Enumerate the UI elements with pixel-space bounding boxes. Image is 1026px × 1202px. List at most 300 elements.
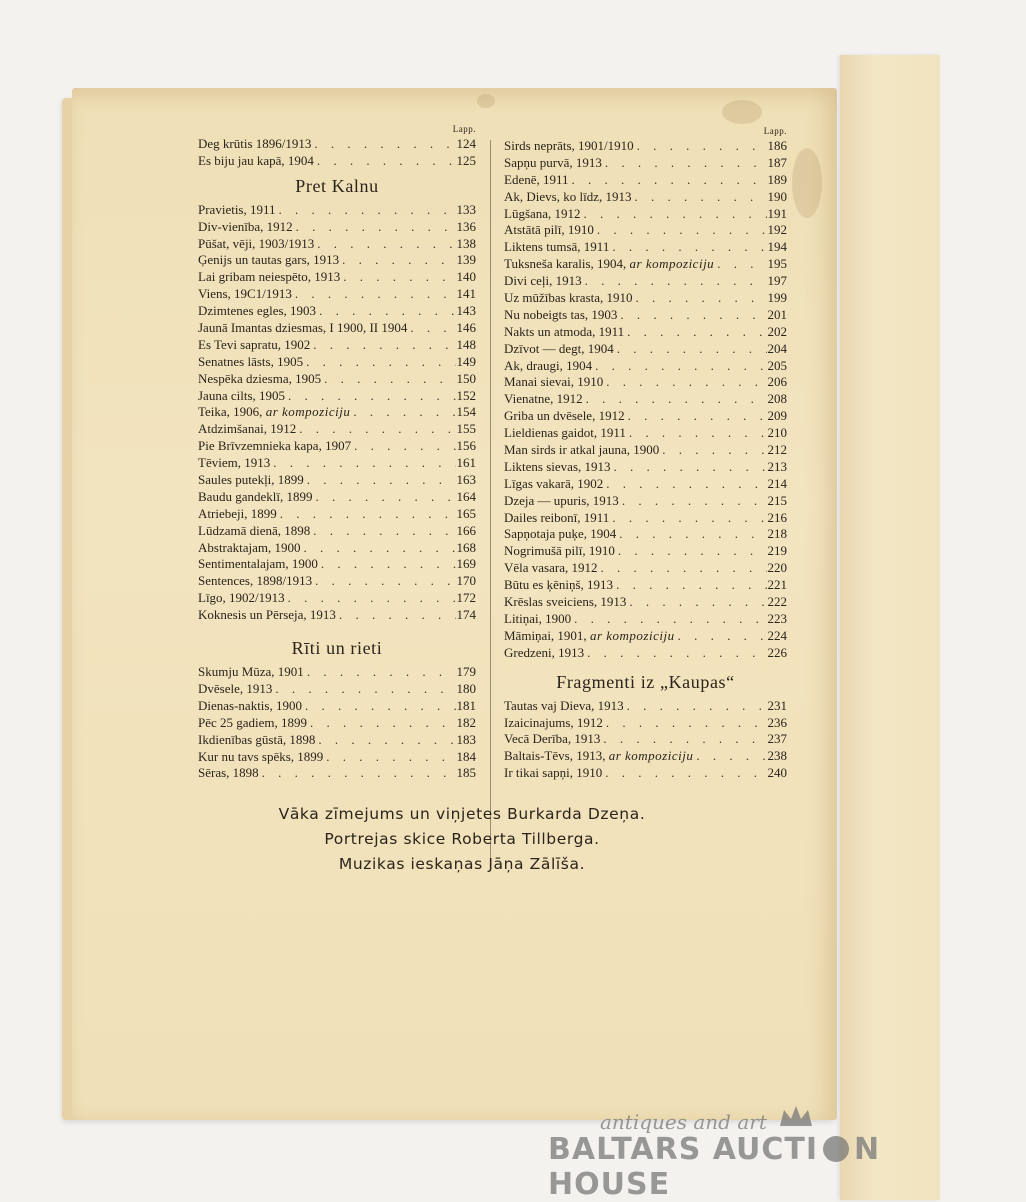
entry-page-number: 191 [767, 205, 787, 221]
dot-leader [307, 715, 456, 731]
toc-entry [504, 273, 787, 290]
toc-entry [198, 202, 476, 219]
toc-entry [504, 748, 787, 765]
dot-leader [631, 189, 767, 205]
entry-title-text: Griba un dvēsele, 1912 [504, 408, 625, 424]
entry-title [504, 425, 626, 441]
entry-page-number: 215 [767, 492, 787, 508]
entry-title [504, 698, 624, 714]
entry-page-number: 161 [456, 455, 476, 471]
entry-title-text: Māmiņai, 1901, [504, 627, 587, 643]
dot-leader [259, 765, 456, 781]
entry-page-number: 183 [456, 731, 476, 747]
toc-entry [198, 540, 476, 557]
toc-entry [504, 765, 787, 782]
entry-title [198, 715, 307, 731]
toc-entry [198, 732, 476, 749]
entry-title [504, 222, 594, 238]
toc-entry [504, 425, 787, 442]
dot-leader [600, 731, 767, 747]
entry-title [504, 374, 603, 390]
entry-title-text: Man sirds ir atkal jauna, 1900 [504, 442, 660, 458]
dot-leader [624, 324, 767, 340]
dot-leader [310, 523, 456, 539]
entry-title-text: Liktens sievas, 1913 [504, 458, 611, 474]
dot-leader [285, 590, 456, 606]
entry-title [504, 206, 581, 222]
dot-leader [609, 239, 767, 255]
dot-leader [603, 476, 767, 492]
entry-title-text: Atriebeji, 1899 [198, 505, 277, 521]
dot-leader [316, 303, 456, 319]
entry-title [504, 510, 609, 526]
entry-page-number: 197 [767, 273, 787, 289]
entry-title [198, 556, 318, 572]
entry-title [198, 765, 259, 781]
dot-leader [571, 611, 767, 627]
entry-page-number: 216 [767, 509, 787, 525]
entry-page-number: 240 [767, 765, 787, 781]
entry-title [504, 526, 616, 542]
toc-entry [198, 136, 476, 153]
entry-title-text: Jaunā Imantas dziesmas, I 1900, II 1904 [198, 320, 408, 336]
entry-page-number: 219 [767, 543, 787, 559]
toc-entry [198, 489, 476, 506]
toc-entry [198, 573, 476, 590]
entry-title [198, 153, 314, 169]
page-number-header: Lapp. [763, 126, 787, 136]
toc-entry [504, 493, 787, 510]
dot-leader [304, 472, 456, 488]
toc-entry [198, 749, 476, 766]
toc-entry [504, 715, 787, 732]
toc-entry [198, 236, 476, 253]
toc-right-column [504, 126, 787, 782]
toc-entry [504, 560, 787, 577]
entry-title [198, 388, 285, 404]
entry-page-number: 238 [767, 748, 787, 764]
entry-title-text: Sapņu purvā, 1913 [504, 154, 602, 170]
entry-page-number: 166 [456, 522, 476, 538]
entry-title [504, 560, 598, 576]
dot-leader [272, 681, 456, 697]
entry-title-text: Tēviem, 1913 [198, 455, 271, 471]
dot-leader [659, 442, 767, 458]
entry-title [198, 506, 277, 522]
dot-leader [292, 286, 456, 302]
entry-page-number: 214 [767, 475, 787, 491]
section-title: Fragmenti iz „Kaupas“ [556, 671, 735, 692]
entry-page-number: 192 [767, 222, 787, 238]
entry-title [198, 732, 315, 748]
entry-title-text: Ak, draugi, 1904 [504, 357, 593, 373]
left-top-entries [198, 136, 476, 170]
watermark-brand-part: N HOUSE [548, 1132, 881, 1202]
entry-title-text: Ikdienības gūstā, 1898 [198, 731, 316, 747]
entry-page-number: 174 [456, 607, 476, 623]
entry-title [198, 236, 314, 252]
entry-title-text: Saules putekļi, 1899 [198, 472, 304, 488]
entry-title-text: Divi ceļi, 1913 [504, 273, 582, 289]
dot-leader [633, 290, 767, 306]
entry-title-text: Ir tikai sapņi, 1910 [504, 765, 603, 781]
toc-entry [504, 189, 787, 206]
entry-page-number: 163 [456, 472, 476, 488]
toc-entry [504, 222, 787, 239]
entry-title [504, 611, 571, 627]
toc-entry [504, 391, 787, 408]
entry-title [504, 493, 619, 509]
entry-title [198, 573, 312, 589]
entry-page-number: 185 [456, 765, 476, 781]
entry-page-number: 199 [767, 290, 787, 306]
toc-entry [504, 290, 787, 307]
paper-stain [477, 94, 495, 108]
entry-page-number: 231 [767, 697, 787, 713]
entry-title [504, 290, 633, 306]
toc-entry [198, 303, 476, 320]
entry-title [504, 731, 600, 747]
entry-page-number: 138 [456, 235, 476, 251]
entry-page-number: 165 [456, 505, 476, 521]
entry-title-text: Liktens tumsā, 1911 [504, 239, 610, 255]
entry-title [504, 307, 617, 323]
entry-page-number: 181 [456, 697, 476, 713]
entry-page-number: 222 [767, 594, 787, 610]
entry-title [198, 404, 350, 420]
entry-title [198, 269, 340, 285]
entry-page-number: 172 [456, 590, 476, 606]
dot-leader [302, 698, 456, 714]
dot-leader [339, 252, 456, 268]
entry-title-text: Ģenijs un tautas gars, 1913 [198, 252, 340, 268]
dot-leader [312, 489, 456, 505]
entry-title [198, 749, 323, 765]
book-spine [840, 55, 940, 1200]
entry-title [198, 472, 304, 488]
entry-page-number: 226 [767, 644, 787, 660]
toc-entry [198, 337, 476, 354]
dot-leader [603, 715, 767, 731]
toc-entry [504, 442, 787, 459]
entry-page-number: 209 [767, 408, 787, 424]
entry-title-text: Pēc 25 gadiem, 1899 [198, 714, 308, 730]
entry-page-number: 186 [767, 138, 787, 153]
entry-page-number: 195 [767, 256, 787, 272]
toc-entry [198, 472, 476, 489]
entry-title-text: Div-vienība, 1912 [198, 218, 293, 234]
entry-title [504, 715, 603, 731]
circle-logo-icon [818, 1135, 854, 1163]
entry-title [504, 155, 602, 171]
toc-entry [504, 324, 787, 341]
toc-entry [198, 506, 476, 523]
toc-entry [504, 645, 787, 662]
entry-title [504, 408, 625, 424]
right-section-entries [504, 698, 787, 782]
dot-leader [619, 493, 767, 509]
entry-title [198, 438, 351, 454]
dot-leader [311, 136, 456, 152]
entry-title-text: Lai gribam neiespēto, 1913 [198, 269, 341, 285]
entry-title [504, 391, 583, 407]
entry-title [504, 273, 582, 289]
dot-leader [314, 236, 456, 252]
entry-page-number: 202 [767, 323, 787, 339]
entry-page-number: 155 [456, 421, 476, 437]
entry-title-text: Dienas-naktis, 1900 [198, 697, 302, 713]
toc-entry [198, 607, 476, 624]
dot-leader [581, 206, 767, 222]
entry-title-text: Sirds neprāts, 1901/1910 [504, 138, 634, 153]
entry-title-text: Vienatne, 1912 [504, 391, 583, 407]
dot-leader [584, 645, 767, 661]
column-divider [490, 140, 491, 858]
toc-entry [504, 731, 787, 748]
watermark-brand [548, 1132, 948, 1202]
toc-entry [504, 256, 787, 273]
entry-title [504, 765, 602, 781]
entry-page-number: 206 [767, 374, 787, 390]
entry-title-text: Pūšat, vēji, 1903/1913 [198, 235, 315, 251]
toc-entry [504, 698, 787, 715]
entry-page-number: 169 [456, 556, 476, 572]
dot-leader [310, 337, 456, 353]
dot-leader [321, 371, 456, 387]
toc-entry [198, 388, 476, 405]
entry-title-text: Nakts un atmoda, 1911 [504, 323, 625, 339]
toc-entry [198, 320, 476, 337]
entry-title-text: Lūgšana, 1912 [504, 205, 581, 221]
toc-entry [198, 404, 476, 421]
entry-page-number: 170 [456, 573, 476, 589]
dot-leader [314, 153, 456, 169]
entry-title [504, 324, 624, 340]
dot-leader [615, 543, 767, 559]
crown-icon [776, 1102, 816, 1132]
toc-entry [198, 455, 476, 472]
entry-page-number: 201 [767, 306, 787, 322]
entry-title [198, 698, 302, 714]
entry-title-text: Edenē, 1911 [504, 171, 569, 187]
toc-entry [198, 421, 476, 438]
entry-title-text: Dzeja — upuris, 1913 [504, 492, 619, 508]
dot-leader [293, 219, 456, 235]
entry-title [504, 459, 611, 475]
toc-entry [198, 715, 476, 732]
dot-leader [603, 374, 767, 390]
entry-page-number: 124 [456, 136, 476, 151]
toc-entry [504, 510, 787, 527]
entry-title-text: Nogrimušā pilī, 1910 [504, 543, 615, 559]
toc-entry [504, 341, 787, 358]
dot-leader [613, 577, 767, 593]
entry-title-text: Izaicinajums, 1912 [504, 714, 603, 730]
toc-entry [504, 459, 787, 476]
entry-title-text: Teika, 1906, [198, 404, 263, 420]
section-title: Pret Kalnu [295, 175, 379, 196]
dot-leader [276, 202, 456, 218]
entry-title-text: Sentimentalajam, 1900 [198, 556, 318, 572]
entry-page-number: 133 [456, 201, 476, 217]
dot-leader [598, 560, 768, 576]
dot-leader [626, 425, 767, 441]
entry-title [198, 303, 316, 319]
dot-leader [634, 138, 767, 154]
dot-leader [614, 341, 767, 357]
entry-title [198, 219, 293, 235]
entry-title [198, 664, 304, 680]
entry-title-text: Dvēsele, 1913 [198, 680, 273, 696]
dot-leader [714, 256, 767, 272]
entry-title [198, 681, 272, 697]
toc-entry [504, 543, 787, 560]
credit-line: Vāka zīmejums un viņjetes Burkarda Dzeņa. [278, 805, 646, 823]
entry-page-number: 141 [456, 286, 476, 302]
entry-title [504, 358, 592, 374]
auction-watermark [548, 1110, 948, 1202]
entry-page-number: 143 [456, 303, 476, 319]
entry-title-italic: ar kompoziciju [265, 404, 351, 420]
entry-title-text: Baudu gandeklī, 1899 [198, 488, 313, 504]
entry-title-text: Abstraktajam, 1900 [198, 539, 301, 555]
dot-leader [592, 358, 767, 374]
toc-entry [504, 155, 787, 172]
entry-title [504, 442, 659, 458]
entry-title-italic: ar kompoziciju [608, 748, 694, 764]
entry-page-number: 210 [767, 425, 787, 441]
toc-entry [198, 153, 476, 170]
entry-title-italic: ar kompoziciju [629, 256, 715, 272]
entry-title-text: Koknesis un Pērseja, 1913 [198, 607, 336, 623]
entry-title [504, 341, 614, 357]
entry-page-number: 223 [767, 610, 787, 626]
entry-title [504, 748, 693, 764]
dot-leader [270, 455, 456, 471]
entry-page-number: 187 [767, 154, 787, 170]
dot-leader [602, 765, 767, 781]
left-sections [198, 176, 476, 783]
dot-leader [582, 273, 767, 289]
credit-line: Muzikas ieskaņas Jāņa Zālīša. [338, 855, 586, 873]
entry-title [504, 476, 603, 492]
entry-title [504, 172, 569, 188]
entry-title [198, 354, 303, 370]
dot-leader [675, 628, 767, 644]
entry-title-text: Uz mūžības krasta, 1910 [504, 290, 633, 306]
entry-title-text: Nespēka dziesma, 1905 [198, 370, 322, 386]
toc-entry [198, 438, 476, 455]
entry-title-text: Sentences, 1898/1913 [198, 573, 313, 589]
entry-title-text: Atstātā pilī, 1910 [504, 222, 594, 238]
entry-title [198, 320, 407, 336]
entry-title [504, 543, 615, 559]
toc-entry [198, 664, 476, 681]
entry-title-text: Deg krūtis 1896/1913 [198, 136, 312, 151]
entry-page-number: 220 [767, 560, 787, 576]
illustration-credits [162, 802, 762, 877]
entry-title-text: Līgas vakarā, 1902 [504, 475, 604, 491]
entry-title [198, 455, 270, 471]
toc-entry [198, 371, 476, 388]
toc-entry [198, 765, 476, 782]
dot-leader [617, 307, 767, 323]
entry-page-number: 236 [767, 714, 787, 730]
toc-entry [504, 358, 787, 375]
dot-leader [569, 172, 768, 188]
dot-leader [351, 438, 456, 454]
toc-entry [198, 681, 476, 698]
dot-leader [350, 404, 456, 420]
entry-title-text: Baltais-Tēvs, 1913, [504, 748, 606, 764]
dot-leader [285, 388, 456, 404]
entry-title-text: Tautas vaj Dieva, 1913 [504, 697, 624, 713]
entry-title-text: Tuksneša karalis, 1904, [504, 256, 627, 272]
dot-leader [312, 573, 456, 589]
dot-leader [296, 421, 456, 437]
entry-page-number: 149 [456, 353, 476, 369]
toc-entry [504, 307, 787, 324]
toc-entry [504, 594, 787, 611]
entry-page-number: 148 [456, 336, 476, 352]
entry-page-number: 218 [767, 526, 787, 542]
entry-page-number: 205 [767, 357, 787, 373]
toc-entry [504, 239, 787, 256]
toc-entry [504, 374, 787, 391]
entry-title-text: Jauna cilts, 1905 [198, 387, 286, 403]
entry-page-number: 150 [456, 370, 476, 386]
toc-entry [198, 354, 476, 371]
entry-title-text: Senatnes lāsts, 1905 [198, 353, 304, 369]
entry-title-text: Dzimtenes egles, 1903 [198, 303, 317, 319]
entry-page-number: 139 [456, 252, 476, 268]
entry-page-number: 208 [767, 391, 787, 407]
toc-entry [504, 628, 787, 645]
entry-page-number: 156 [456, 438, 476, 454]
entry-page-number: 179 [456, 664, 476, 680]
dot-leader [318, 556, 456, 572]
toc-entry [504, 476, 787, 493]
toc-entry [198, 269, 476, 286]
toc-entry [198, 590, 476, 607]
dot-leader [602, 155, 767, 171]
entry-page-number: 224 [767, 627, 787, 643]
toc-entry [504, 138, 787, 155]
entry-title [198, 590, 285, 606]
entry-title-text: Pie Brīvzemnieka kapa, 1907 [198, 438, 352, 454]
entry-page-number: 221 [767, 577, 787, 593]
dot-leader [277, 506, 456, 522]
toc-entry [198, 556, 476, 573]
entry-title [198, 286, 292, 302]
dot-leader [616, 526, 767, 542]
entry-title [198, 523, 310, 539]
entry-title [198, 540, 301, 556]
toc-entry [198, 252, 476, 269]
toc-entry [198, 698, 476, 715]
toc-entry [504, 408, 787, 425]
entry-title [504, 577, 613, 593]
toc-entry [198, 219, 476, 236]
book-page [72, 88, 837, 1120]
entry-title [198, 421, 296, 437]
entry-page-number: 190 [767, 188, 787, 204]
dot-leader [624, 698, 767, 714]
page-number-header: Lapp. [452, 124, 476, 134]
entry-page-number: 184 [456, 748, 476, 764]
entry-page-number: 237 [767, 731, 787, 747]
entry-title [198, 136, 311, 152]
